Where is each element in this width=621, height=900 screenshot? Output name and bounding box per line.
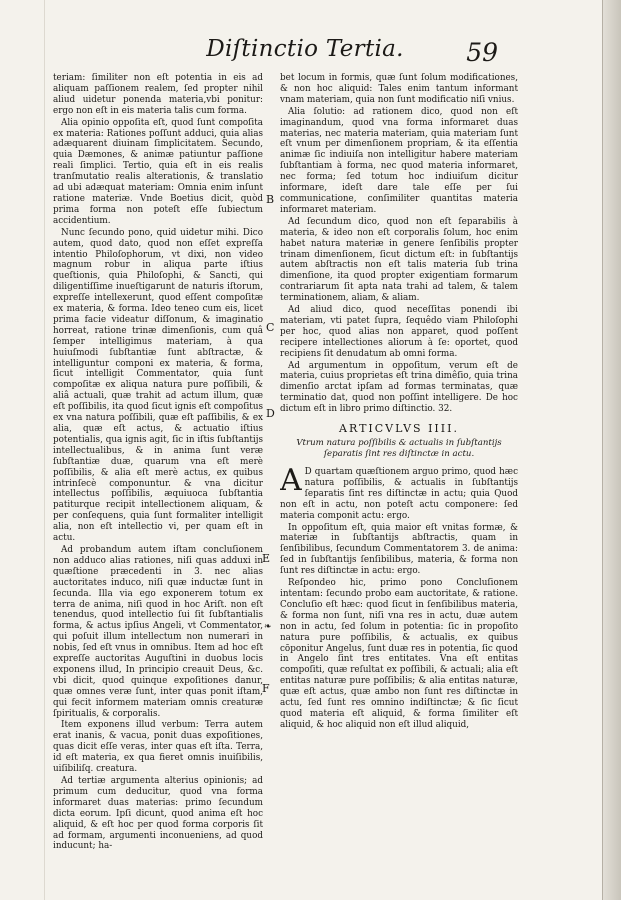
binding-shadow <box>44 0 45 900</box>
right-paragraph-4: Ad aliud dico, quod neceſſitas ponendi ibi materiam, vti patet ſupra, ſequêdo viam Philoſophi per hoc, quod alias non apparet, quod poſſent recipere intellectiones aliorum à ſe: oportet, quod recipiens ſit denudatum ab omni forma. <box>280 305 518 359</box>
right-paragraph-6 <box>280 463 518 522</box>
left-column <box>53 73 263 873</box>
left-paragraph-6: Ad tertiæ argumenta alterius opinionis; ad primum cum deducitur, quod vna forma informaret duas materias: primo ſecundum dicta eorum. Ipſi dicunt, quod anima eſt hoc aliquid, & eſt hoc per quod forma corporis ſit ad formam, argumenti inconueniens, ad quod inducunt; ha- <box>53 776 263 852</box>
margin-mark-icon: ❧ <box>264 622 272 632</box>
margin-letter-d: D <box>266 407 275 420</box>
margin-letter-c: C <box>266 321 275 334</box>
right-column <box>280 73 518 873</box>
margin-letter-b: B <box>266 193 275 206</box>
right-paragraph-7: In oppoſitum eſt, quia maior eſt vnitas formæ, & materiæ in ſubſtantijs abſtractis, quam in ſenſibilibus, ſecundum Commentatorem 3. de anima: ſed in ſubſtantijs ſenſibilibus, materia, & forma non ſunt res diſtinctæ in actu: ergo. <box>280 522 518 577</box>
left-paragraph-3: Nunc ſecundo pono, quid uidetur mihi. Dico autem, quod dato, quod non eſſet expreſſa intentio Philoſophorum, vt dixi, non video magnum robur in aliqua parte iſtius queſtionis, quia Philoſophi, & Sancti, qui diligentiſſime inueſtigarunt de naturis iſtorum, expreſſe intellexerunt, quod eſſent compoſitæ ex materia, & forma. Ideo teneo cum eis, licet prima facie videatur diſſonum, & imaginatio horreat, ratione trinæ dimenſionis, cum quâ ſemper intelligimus materiam, à qua huiuſmodi ſubſtantiæ ſunt abſtractæ, & intelliguntur componi ex materia, & forma, ſicut intelligit Commentator, quia ſunt compoſitæ ex aliqua natura pure poſſibili, & aliâ actuali, quæ trahit ad actum illum, quæ eſt poſſibilis, ita quod ſicut ignis eſt compoſitus ex vna natura poſſibili, quæ eſt paſſibilis, & ex alia, quæ eſt actus, & actuatio iſtius potentialis, qua ignis agit, ſic in iſtis ſubſtantijs intellectualibus, & in anima ſunt veræ ſubſtantiæ duæ, quarum vna eſt merè poſſibilis, & alia eſt merè actus, ex quibus intrinſecè componuntur. & vna dicitur intellectus poſſibilis, æquiuoca ſubſtantia patiturque recipit intellectionem aliquam, & per conſequens, quia ſunt formaliter intelligit alia, non eſt intellectio vi, per quam eſt in actu. <box>53 227 263 544</box>
right-paragraph-2: Alia ſolutio: ad rationem dico, quod non eſt imaginandum, quod vna forma informaret duas materias, nec materia materiam, quia materiam ſunt eſt vnum per dimenſionem propriam, & ita eſſentia animæ ſic indiuiſa non intelligitur habere materiam ſubſtantiam à forma, nec quod materia informaret, nec forma; ſed totum hoc indiuiſum dicitur informare, ideſt dare tale eſſe per ſui communicatione, conſimiliter quantitas materia informaret materiam. <box>280 106 518 215</box>
running-header-title: Diſtinctio Tertia. <box>206 36 404 62</box>
page-number: 59 <box>466 38 498 67</box>
left-paragraph-1: teriam: ſimiliter non eſt potentia in eis ad aliquam paſſionem realem, ſed propter nihil aliud uidetur ponenda materia,vbi ponitur: ergo non eſt in eis materia talis cum forma. <box>53 73 263 116</box>
article-heading: ARTICVLVS IIII. <box>339 422 459 436</box>
drop-cap-letter: A <box>280 463 302 498</box>
right-paragraph-8: Reſpondeo hic, primo pono Concluſionem intentam: ſecundo probo eam auctoritate, & ratione. Concluſio eſt hæc: quod ſicut in ſenſibilibus materia, & forma non ſunt, niſi vna res in actu, duæ autem non in actu, ſed ſolum in potentia: ſic in propoſito natura pure poſſibilis, & actualis, ex quibus cōponitur Angelus, ſunt duæ res in potentia, ſic quod in Angelo ſint tres entitates. Vna eſt entitas compoſiti, quæ reſultat ex poſſibili, & actuali; alia eſt entitas naturæ pure poſſibilis; & alia entitas naturæ, quæ eſt actus, quæ ambo non ſunt res diſtinctæ in actu, ſed ſunt res omnino indiſtinctæ; & ſic ſicut quod materia eſt aliquid, & forma ſimiliter eſt aliquid, & hoc aliquid non eſt illud aliquid, <box>280 578 518 730</box>
margin-letter-f: F <box>262 682 270 695</box>
right-paragraph-3: Ad ſecundum dico, quod non eſt ſeparabilis à materia, & ideo non eſt corporalis ſolum, hoc enim habet natura materiæ in genere ſenſibilis propter trinam dimenſionem, ſicut dictum eſt: in ſubſtantijs autem abſtractis non eſt talis materia ſub trina dimenſione, ita quod propter exigentiam formarum contrariarum ſit apta nata trahi ad talem, & talem terminationem, aliam, & aliam. <box>280 216 518 304</box>
left-paragraph-2: Alia opinio oppoſita eſt, quod ſunt compoſita ex materia: Rationes poſſunt adduci, quia alias adæquarent diuinam ſimplicitatem. Secundo, quia Dæmones, & animæ patiuntur paſſione reali ſimplici. Tertio, quia eſt in eis realis tranſmutatio realis alterationis, & translatio ad ubi adæquat materiam: Omnia enim inſunt ratione materiæ. Vnde Boetius dicit, quòd prima forma non poteſt eſſe ſubiectum accidentium. <box>53 117 263 226</box>
left-paragraph-5: Item exponens illud verbum: Terra autem erat inanis, & vacua, ponit duas expoſitiones, quas dicit eſſe veras, inter quas eſt iſta. Terra, id eſt materia, ex qua fieret omnis inuiſibilis, uiſibiliſq. creatura. <box>53 720 263 775</box>
right-paragraph-6-text: D quartam quæſtionem arguo primo, quod hæc natura poſſibilis, & actualis in ſubſtantijs ſeparatis ſint res diſtinctæ in actu; quia Quod non eſt in actu, non poteſt actu componere: ſed materia componit actu: ergo. <box>280 467 518 521</box>
right-paragraph-5: Ad argumentum in oppoſitum, verum eſt de materia, cuius proprietas eſt trina dimêſio, quia trina dimenſio arctat ipſam ad formas terminatas, quæ terminatio dat, quod non poſſint intelligere. De hoc dictum eſt in libro primo diſtinctio. 32. <box>280 360 518 415</box>
margin-letter-e: E <box>262 552 271 565</box>
left-paragraph-4: Ad probandum autem iſtam concluſionem non adduco alias rationes, niſi quas adduxi in quæſtione præcedenti in 3. nec alias auctoritates induco, niſi quæ inductæ ſunt in ſecunda. Illa via ego exponerem totum ex terra de anima, niſi quod in hoc Ariſt. non eſt tenendus, quod intellectio ſui ſit ſubſtantialis forma, & actus ipſius Angeli, vt Commentator, qui poſuit illum intellectum non numerari in nobis, ſed eſt vnus in omnibus. Item ad hoc eſt expreſſe auctoritas Auguſtini in duobus locis exponens illud, In principio creauit Deus, &c. vbi dicit, quod quinque expoſitiones danur, quæ omnes veræ ſunt, inter quas ponit iſtam, qui fecit informem materiam omnis creaturæ ſpiritualis, & corporalis. <box>53 544 263 719</box>
right-paragraph-1: bet locum in formis, quæ ſunt ſolum modificationes, & non hoc aliquid: Tales enim tantum informant vnam materiam, quia non ſunt modificatio niſi vnius. <box>280 73 518 105</box>
adjacent-page-edge <box>602 0 621 900</box>
article-question: Vtrum natura poſſibilis & actualis in ſubſtantijs ſeparatis ſint res diſtinctæ in actu. <box>296 438 502 459</box>
